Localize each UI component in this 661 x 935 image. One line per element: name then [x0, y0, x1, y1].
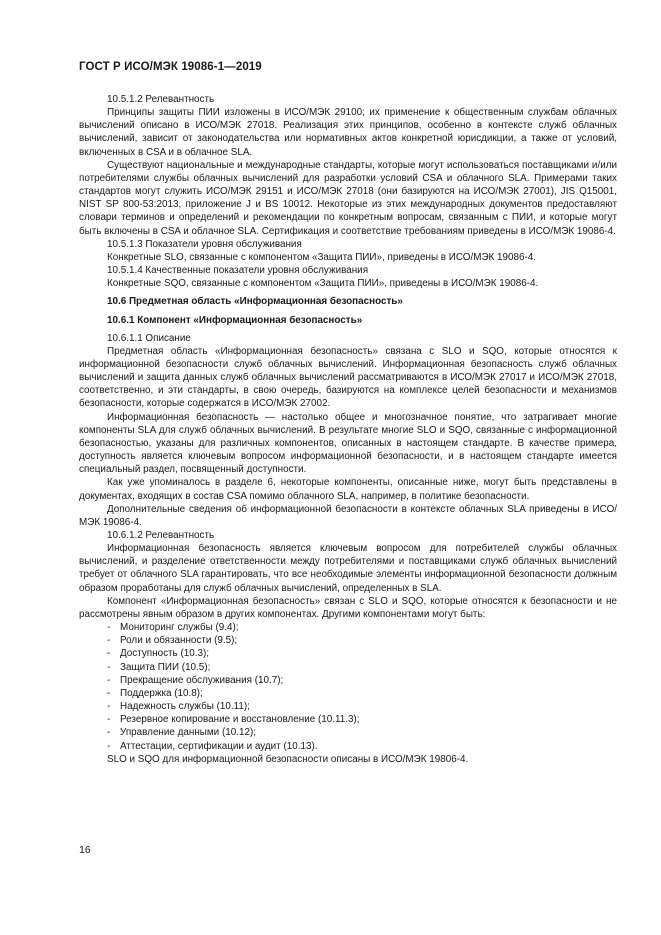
- list-dash: -: [107, 648, 111, 660]
- list-dash: -: [107, 701, 111, 713]
- list-dash: -: [107, 727, 111, 739]
- list-item: [79, 634, 617, 647]
- subsection-heading-10-5-1-4: 10.5.1.4 Качественные показатели уровня обслуживания: [107, 265, 369, 277]
- list-item-text: Управление данными (10.12);: [120, 727, 256, 739]
- paragraph: Информационная безопасность — настолько общее и многозначное понятие, что затрагивает многие компоненты SLA для служб облачных вычислений. В результате многие SLO и SQO, связанные с информационной безопасностью, указаны для различных компонентов, описанных в настоящем стандарте. В качестве примера, доступность является ключевым вопросом информационной безопасности, и в настоящем стандарте имеется специальный раздел, посвященный доступности.: [79, 411, 617, 476]
- standard-header: ГОСТ Р ИСО/МЭК 19086-1—2019: [79, 61, 262, 73]
- list-item-text: Надежность службы (10.11);: [120, 701, 250, 713]
- paragraph: Дополнительные сведения об информационной безопасности в контексте облачных SLA приведены в ИСО/МЭК 19086-4.: [79, 503, 617, 528]
- list-item: [79, 713, 617, 726]
- subsection-heading-10-6-1-1: 10.6.1.1 Описание: [107, 332, 191, 344]
- section-heading-10-6: 10.6 Предметная область «Информационная безопасность»: [107, 296, 403, 308]
- paragraph: Конкретные SLO, связанные с компонентом «Защита ПИИ», приведены в ИСО/МЭК 19086-4.: [107, 251, 537, 263]
- paragraph: Компонент «Информационная безопасность» связан с SLO и SQO, которые относятся к безопасности и не рассмотрены явным образом в других компонентах. Другими компонентами могут быть:: [79, 595, 617, 620]
- list-item: [79, 674, 617, 687]
- subsection-heading-10-6-1-2: 10.6.1.2 Релевантность: [107, 530, 215, 541]
- list-item-text: Прекращение обслуживания (10.7);: [120, 674, 284, 686]
- list-item-text: Резервное копирование и восстановление (10.11.3);: [120, 714, 360, 726]
- list-item: [79, 700, 617, 713]
- list-item-text: Роли и обязанности (9.5);: [120, 635, 238, 647]
- subsection-heading-10-5-1-2: 10.5.1.2 Релевантность: [107, 94, 215, 105]
- section-heading-10-6-1: 10.6.1 Компонент «Информационная безопасность»: [107, 314, 363, 326]
- list-item: [79, 621, 617, 634]
- list-item-text: Доступность (10.3);: [120, 648, 209, 660]
- list-item: [79, 687, 617, 700]
- page-number: 16: [79, 844, 91, 856]
- list-dash: -: [107, 635, 111, 647]
- list-item-text: Поддержка (10.8);: [120, 687, 203, 699]
- list-item: [79, 647, 617, 660]
- paragraph: SLO и SQO для информационной безопасности описаны в ИСО/МЭК 19806-4.: [107, 753, 469, 765]
- subsection-heading-10-5-1-3: 10.5.1.3 Показатели уровня обслуживания: [107, 238, 302, 250]
- list-dash: -: [107, 740, 111, 752]
- list-item: [79, 661, 617, 674]
- list-item-text: Мониторинг службы (9.4);: [120, 622, 239, 634]
- list-dash: -: [107, 687, 111, 699]
- list-item-text: Аттестации, сертификации и аудит (10.13).: [120, 740, 318, 752]
- paragraph: Принципы защиты ПИИ изложены в ИСО/МЭК 29100; их применение к общественным службам облачных вычислений описано в ИСО/МЭК 27018. Реализация этих принципов, особенно в контексте служб облачных вычислений, зависит от законодательства или нормативных актов конкретной юрисдикции, а также от условий, включенных в CSA и в облачное SLA.: [79, 107, 617, 158]
- list-item-text: Защита ПИИ (10.5);: [120, 661, 211, 673]
- list-dash: -: [107, 714, 111, 726]
- paragraph: Предметная область «Информационная безопасность» связана с SLO и SQO, которые относятся к информационной безопасности служб облачных вычислений. Информационная безопасность служб облачных вычислений и защита данных служб облачных вычислений рассматриваются в ИСО/МЭК 27017 и ИСО/МЭК 27018, соответственно, и эти стандарты, в свою очередь, базируются на комплексе целей безопасности и механизмов безопасности, которые содержатся в ИСО/МЭК 27002.: [79, 345, 617, 410]
- list-item: [79, 726, 617, 739]
- paragraph: Существуют национальные и международные стандарты, которые могут использоваться поставщиками и/или потребителями службы облачных вычислений для разработки условий CSA и облачного SLA. Примерами таких стандартов могут служить ИСО/МЭК 29151 и ИСО/МЭК 27018 (они базируются на ИСО/МЭК 27001), JIS Q15001, NIST SP 800-53:2013, приложение J и BS 10012. Некоторые из этих международных документов предоставляют словари терминов и определений и рекомендации по конкретным вопросам, связанным с ПИИ, и которые могут быть включены в CSA и облачное SLA. Сертификация и соответствие требованиям приведены в ИСО/МЭК 19086-4.: [79, 159, 617, 237]
- list-item: [79, 740, 617, 753]
- list-dash: -: [107, 622, 111, 634]
- document-body: [79, 93, 617, 766]
- paragraph: Информационная безопасность является ключевым вопросом для потребителей службы облачных вычислений, и разделение ответственности между потребителями и поставщиками служб облачных вычислений требует от облачного SLA гарантировать, что все необходимые элементы информационной безопасности должным образом проработаны для служб облачных вычислений, определенных в SLA.: [79, 543, 617, 594]
- paragraph: Как уже упоминалось в разделе 6, некоторые компоненты, описанные ниже, могут быть представлены в документах, входящих в состав CSA помимо облачного SLA, например, в политике безопасности.: [79, 477, 617, 502]
- paragraph: Конкретные SQO, связанные с компонентом «Защита ПИИ», приведены в ИСО/МЭК 19086-4.: [107, 278, 539, 290]
- list-dash: -: [107, 674, 111, 686]
- list-dash: -: [107, 661, 111, 673]
